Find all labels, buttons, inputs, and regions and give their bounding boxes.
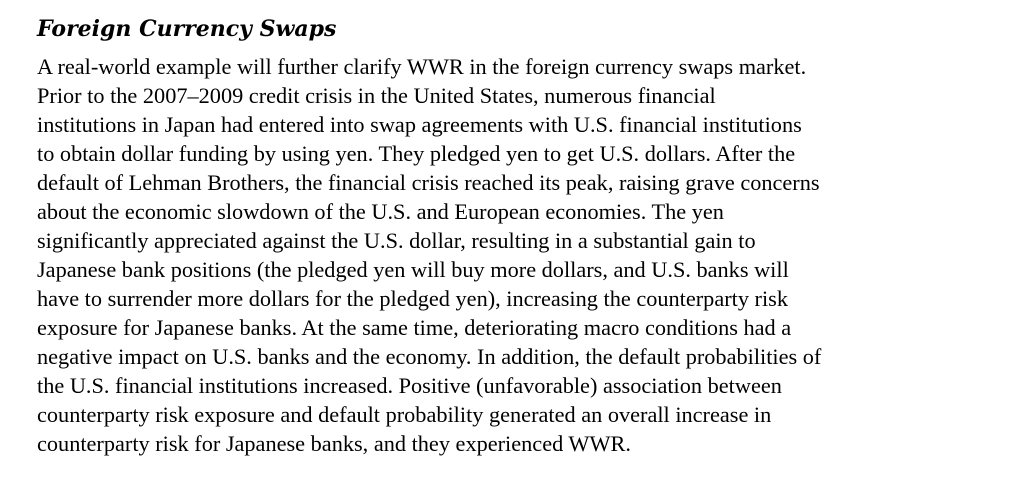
body-paragraph [37, 52, 997, 458]
document-page [37, 14, 997, 458]
paragraph-line: Prior to the 2007–2009 credit crisis in the United States, numerous financial [37, 83, 716, 108]
paragraph-line: negative impact on U.S. banks and the economy. In addition, the default probabilities of [37, 344, 822, 369]
paragraph-line: default of Lehman Brothers, the financial crisis reached its peak, raising grave concerns [37, 170, 820, 195]
paragraph-line: to obtain dollar funding by using yen. They pledged yen to get U.S. dollars. After the [37, 141, 796, 166]
paragraph-line: A real-world example will further clarify WWR in the foreign currency swaps market. [37, 54, 807, 79]
paragraph-line: counterparty risk exposure and default probability generated an overall increase in [37, 402, 772, 427]
paragraph-line: counterparty risk for Japanese banks, and they experienced WWR. [37, 431, 631, 456]
section-heading: Foreign Currency Swaps [37, 16, 337, 42]
paragraph-line: the U.S. financial institutions increased. Positive (unfavorable) association between [37, 373, 782, 398]
paragraph-line: have to surrender more dollars for the pledged yen), increasing the counterparty risk [37, 286, 789, 311]
paragraph-line: about the economic slowdown of the U.S. and European economies. The yen [37, 199, 724, 224]
paragraph-line: institutions in Japan had entered into swap agreements with U.S. financial institutions [37, 112, 802, 137]
paragraph-line: significantly appreciated against the U.S. dollar, resulting in a substantial gain to [37, 228, 756, 253]
paragraph-line: exposure for Japanese banks. At the same time, deteriorating macro conditions had a [37, 315, 792, 340]
paragraph-line: Japanese bank positions (the pledged yen will buy more dollars, and U.S. banks will [37, 257, 789, 282]
